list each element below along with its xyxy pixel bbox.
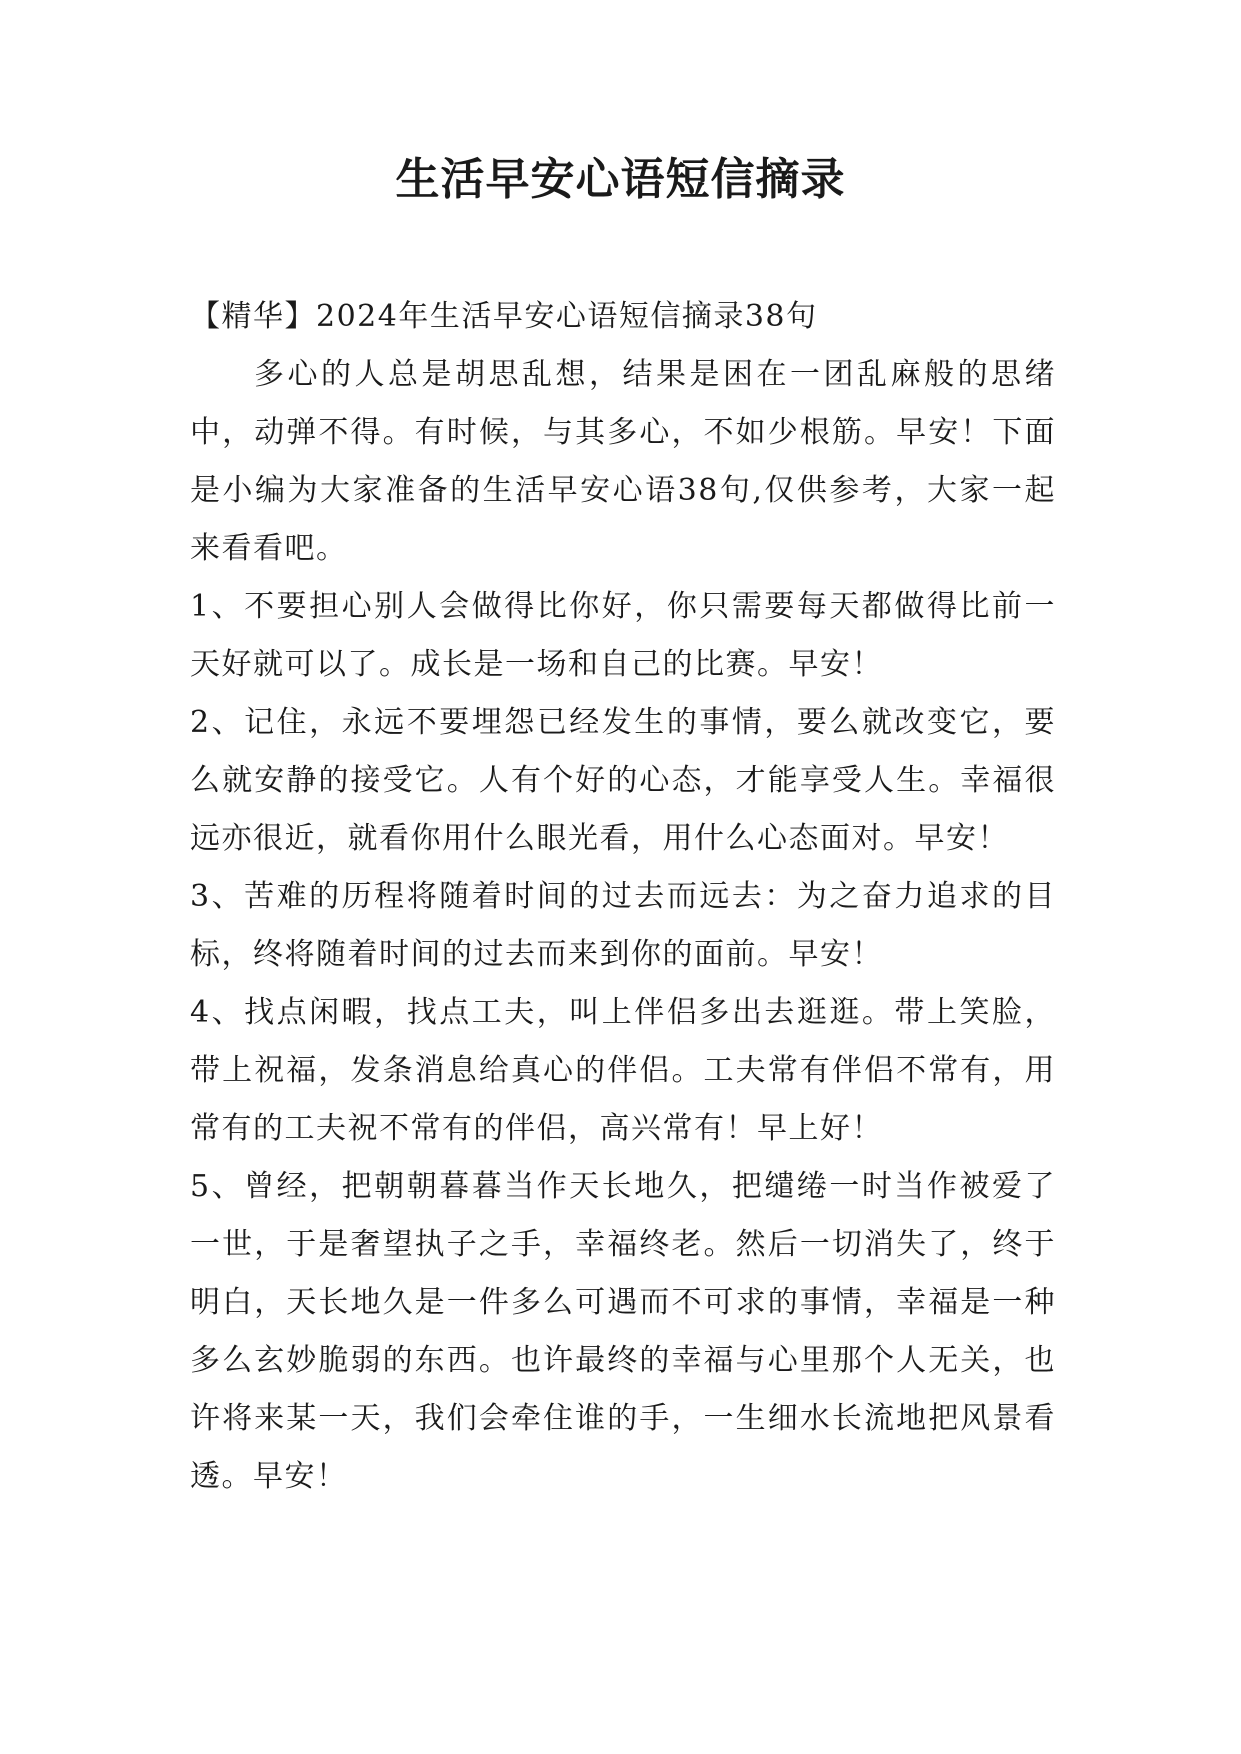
document-subtitle: 【精华】2024年生活早安心语短信摘录38句 xyxy=(190,299,818,334)
list-item: 5、曾经，把朝朝暮暮当作天长地久，把缱绻一时当作被爱了一世，于是奢望执子之手，幸福终老。然后一切消失了，终于明白，天长地久是一件多么可遇而不可求的事情，幸福是一种多么玄妙脆弱的东西。也许最终的幸福与心里那个人无关，也许将来某一天，我们会牵住谁的手，一生细水长流地把风景看透。早安！ xyxy=(190,1169,1056,1494)
document-body xyxy=(190,288,1056,1506)
document-title: 生活早安心语短信摘录 xyxy=(395,154,846,205)
list-item: 2、记住，永远不要埋怨已经发生的事情，要么就改变它，要么就安静的接受它。人有个好的心态，才能享受人生。幸福很远亦很近，就看你用什么眼光看，用什么心态面对。早安！ xyxy=(190,705,1056,856)
list-item: 1、不要担心别人会做得比你好，你只需要每天都做得比前一天好就可以了。成长是一场和自己的比赛。早安！ xyxy=(190,589,1056,682)
intro-paragraph: 多心的人总是胡思乱想，结果是困在一团乱麻般的思绪中，动弹不得。有时候，与其多心，不如少根筋。早安！下面是小编为大家准备的生活早安心语38句,仅供参考，大家一起来看看吧。 xyxy=(190,357,1056,566)
list-item: 3、苦难的历程将随着时间的过去而远去：为之奋力追求的目标，终将随着时间的过去而来到你的面前。早安！ xyxy=(190,879,1056,972)
list-item: 4、找点闲暇，找点工夫，叫上伴侣多出去逛逛。带上笑脸，带上祝福，发条消息给真心的伴侣。工夫常有伴侣不常有，用常有的工夫祝不常有的伴侣，高兴常有！早上好！ xyxy=(190,995,1056,1146)
